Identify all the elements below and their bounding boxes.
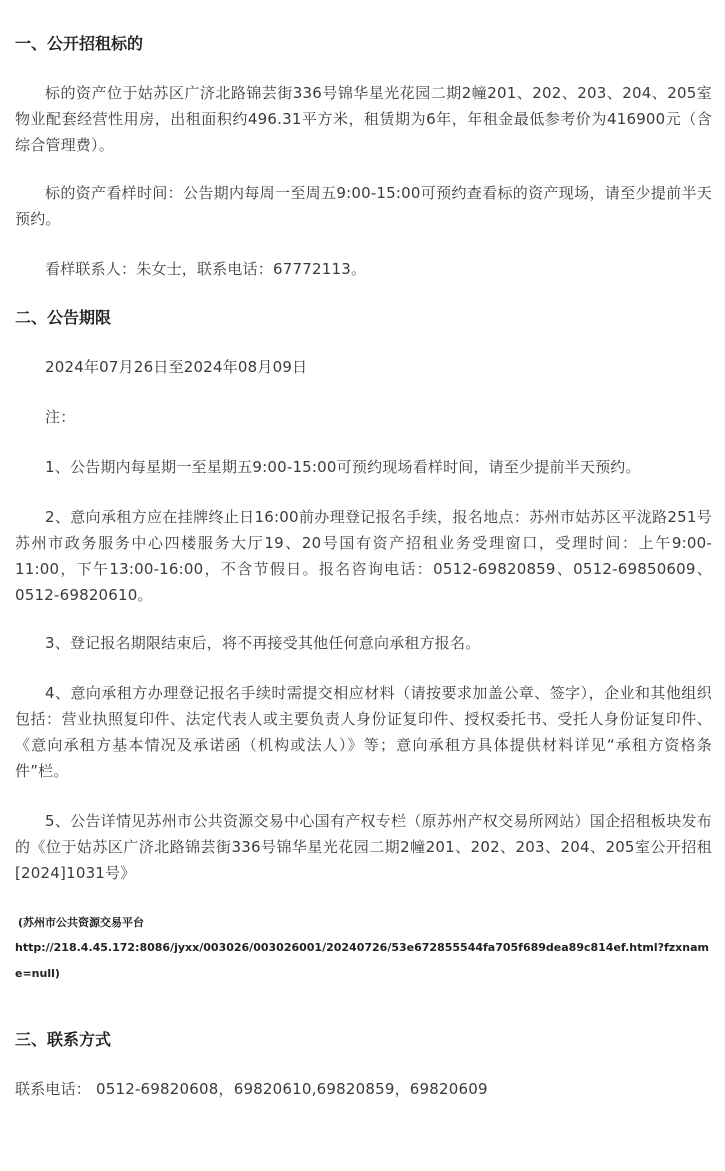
source-url-link[interactable]: http://218.4.45.172:8086/jyxx/003026/003026001/20240726/53e672855544fa705f689dea89c814ef.html?fzxname=null) [15, 941, 709, 980]
contact-phone-line: 联系电话： 0512-69820608，69820610,69820859，69820609 [15, 1080, 488, 1098]
section-heading-announcement-period: 二、公告期限 [15, 308, 112, 327]
section-heading-contact: 三、联系方式 [15, 1030, 112, 1049]
note-item-5: 5、公告详情见苏州市公共资源交易中心国有产权专栏（原苏州产权交易所网站）国企招租板块发布的《位于姑苏区广济北路锦芸街336号锦华星光花园二期2幢201、202、203、204、205室公开招租[2024]1031号》 [15, 812, 712, 882]
source-platform-label: (苏州市公共资源交易平台 [18, 916, 145, 929]
note-item-3: 3、登记报名期限结束后，将不再接受其他任何意向承租方报名。 [45, 634, 481, 652]
note-item-2: 2、意向承租方应在挂牌终止日16:00前办理登记报名手续，报名地点：苏州市姑苏区平泷路251号苏州市政务服务中心四楼服务大厅19、20号国有资产招租业务受理窗口，受理时间：上午9:00-11:00，下午13:00-16:00，不含节假日。报名咨询电话：0512-69820859、0512-69850609、0512-69820610。 [15, 508, 712, 604]
viewing-contact-paragraph: 看样联系人：朱女士，联系电话：67772113。 [45, 260, 367, 278]
announcement-period-dates: 2024年07月26日至2024年08月09日 [45, 358, 308, 376]
rental-subject-description: 标的资产位于姑苏区广济北路锦芸街336号锦华星光花园二期2幢201、202、203、204、205室物业配套经营性用房，出租面积约496.31平方米，租赁期为6年，年租金最低参考价为416900元（含综合管理费）。 [15, 84, 712, 154]
note-item-4: 4、意向承租方办理登记报名手续时需提交相应材料（请按要求加盖公章、签字），企业和其他组织包括：营业执照复印件、法定代表人或主要负责人身份证复印件、授权委托书、受托人身份证复印件、《意向承租方基本情况及承诺函（机构或法人）》等；意向承租方具体提供材料详见“承租方资格条件”栏。 [15, 684, 712, 780]
section-heading-rental-subject: 一、公开招租标的 [15, 34, 144, 53]
note-item-1: 1、公告期内每星期一至星期五9:00-15:00可预约现场看样时间，请至少提前半天预约。 [45, 458, 641, 476]
note-label: 注： [45, 408, 76, 426]
viewing-time-paragraph: 标的资产看样时间：公告期内每周一至周五9:00-15:00可预约查看标的资产现场，请至少提前半天预约。 [15, 184, 712, 228]
